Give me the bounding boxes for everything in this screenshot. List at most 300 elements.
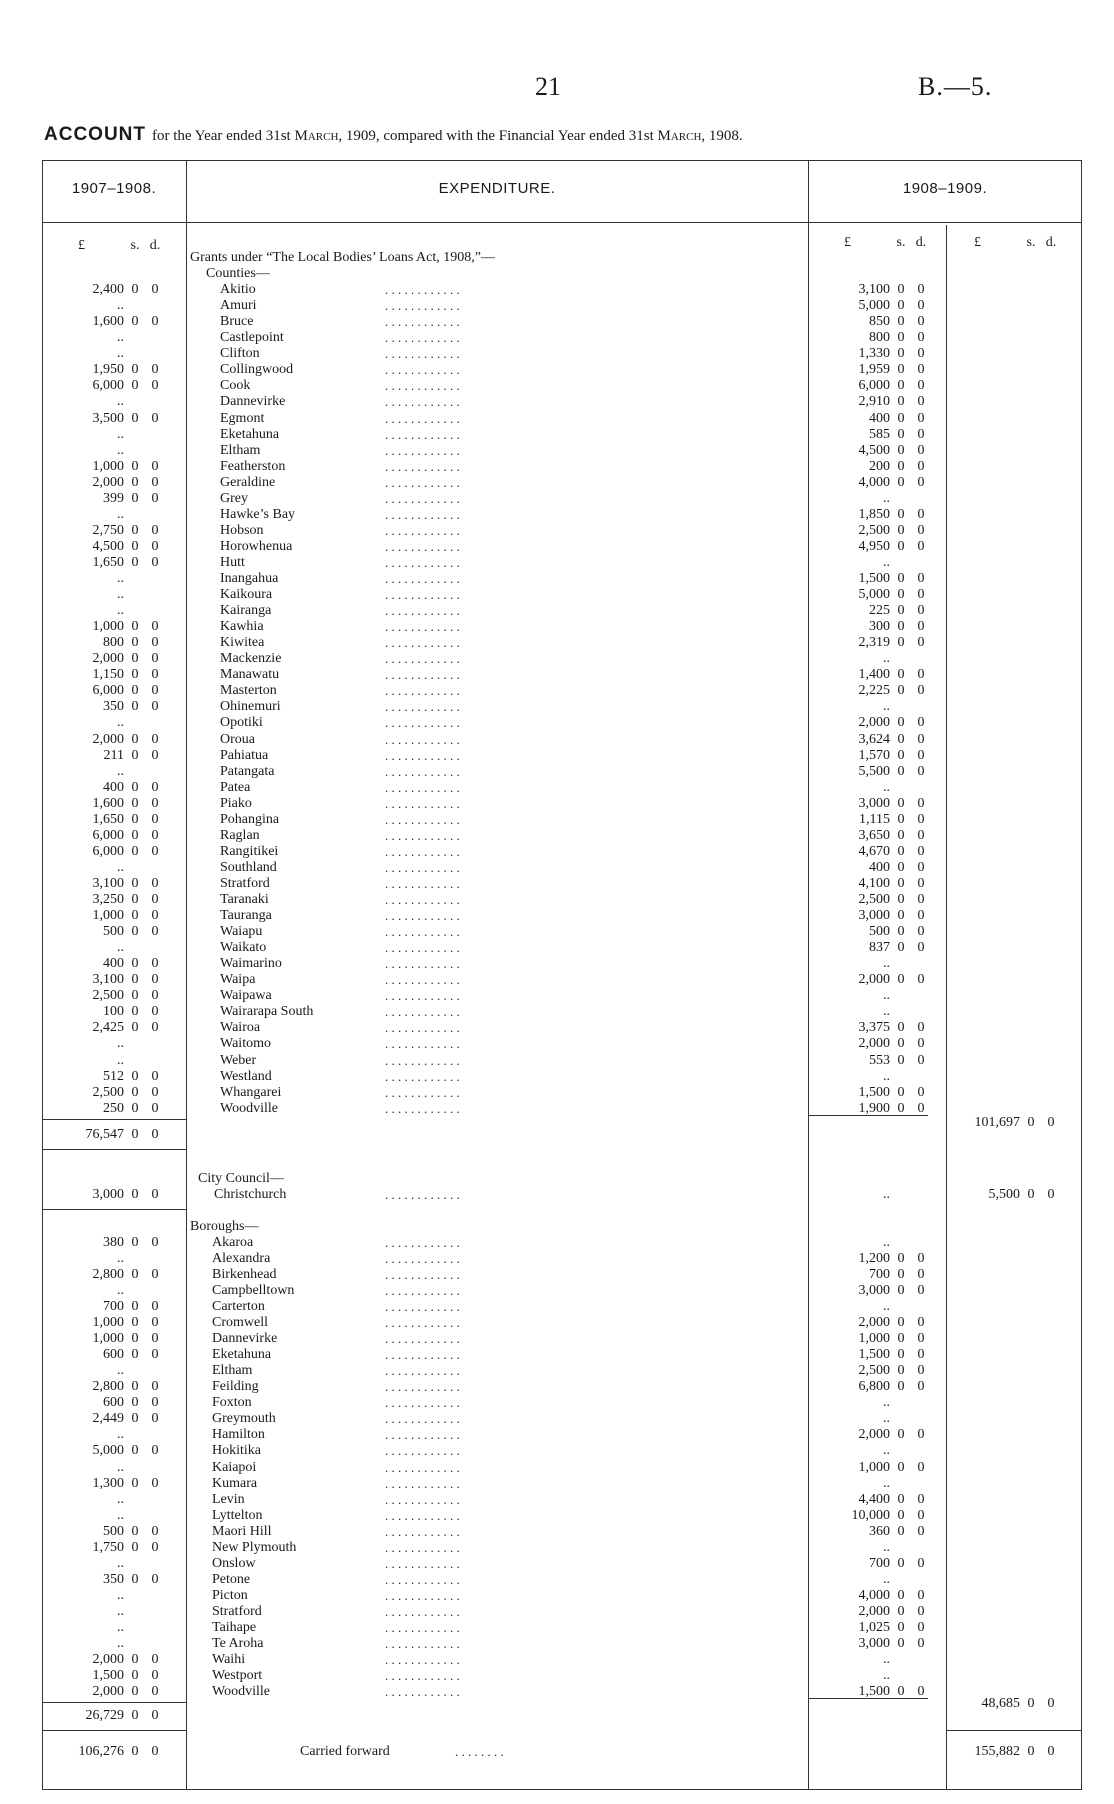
- county-prev-pounds: 399: [103, 490, 124, 506]
- leader-dots: . . . . . . . . . . . .: [385, 635, 460, 651]
- county-cur-shillings: 0: [897, 362, 905, 378]
- county-cur-pence: 0: [917, 795, 925, 811]
- county-cur-pounds: 2,000: [858, 972, 890, 988]
- borough-cur-shillings: 0: [897, 1347, 905, 1363]
- county-cur: [828, 298, 930, 314]
- borough-cur-shillings: 0: [897, 1587, 905, 1603]
- borough-prev-pence: 0: [151, 1684, 159, 1700]
- leader-dots: . . . . . . . . . . . .: [385, 892, 460, 907]
- county-prev-pounds: 1,650: [92, 554, 124, 570]
- county-prev-pounds: 1,600: [92, 795, 124, 811]
- borough-cur: [828, 1299, 890, 1315]
- borough-cur-shillings: 0: [897, 1684, 905, 1700]
- county-prev-pence: 0: [151, 1100, 159, 1116]
- county-cur-pounds: 1,850: [858, 506, 890, 522]
- borough-prev-pence: 0: [151, 1411, 159, 1427]
- county-prev-pence: 0: [151, 1084, 159, 1100]
- borough-prev-shillings: 0: [131, 1331, 139, 1347]
- county-cur-shillings: 0: [897, 667, 905, 683]
- city-prev-shillings: 0: [131, 1186, 139, 1202]
- borough-cur-pounds: ..: [883, 1443, 890, 1459]
- borough-prev-pounds: 600: [103, 1395, 124, 1411]
- county-name: Featherston: [220, 458, 286, 474]
- borough-cur-pounds: 2,000: [858, 1603, 890, 1619]
- borough-cur: [828, 1508, 930, 1524]
- county-cur-shillings: 0: [897, 683, 905, 699]
- borough-cur-pounds: ..: [883, 1668, 890, 1684]
- leader-dots: . . . . . . . . . . . .: [385, 1004, 460, 1020]
- borough-cur: [828, 1411, 890, 1427]
- county-prev: [62, 603, 124, 619]
- county-prev-pounds: 800: [103, 635, 124, 651]
- county-prev-pounds: 2,000: [92, 474, 124, 490]
- county-prev-pounds: 3,100: [92, 875, 124, 891]
- city-cur-pounds: ..: [883, 1186, 890, 1202]
- leader-dots: . . . . . . . . . . . .: [385, 490, 460, 506]
- county-cur-pounds: ..: [883, 779, 890, 795]
- borough-cur-pounds: 1,025: [858, 1620, 890, 1635]
- county-cur: [828, 571, 930, 587]
- county-prev-pence: 0: [151, 779, 159, 795]
- county-prev: [62, 796, 164, 812]
- county-cur: [828, 587, 930, 603]
- borough-prev-pounds: ..: [117, 1587, 124, 1603]
- county-prev: [62, 1004, 164, 1020]
- counties-total-cur-shillings: 0: [1027, 1114, 1035, 1130]
- borough-cur-shillings: 0: [897, 1250, 905, 1266]
- county-prev-pounds: ..: [117, 603, 124, 619]
- leader-dots: . . . . . . . . . . . .: [385, 1100, 460, 1116]
- county-prev-pence: 0: [151, 282, 159, 298]
- leader-dots: . . . . . . . . . . . .: [385, 1636, 460, 1652]
- county-cur-shillings: 0: [897, 538, 905, 554]
- county-prev-shillings: 0: [131, 924, 139, 940]
- borough-cur-pence: 0: [917, 1523, 925, 1539]
- leader-dots: . . . . . . . . . . . .: [385, 1684, 460, 1700]
- county-cur-pence: 0: [917, 362, 925, 378]
- borough-cur-shillings: 0: [897, 1315, 905, 1331]
- borough-cur-pence: 0: [917, 1491, 925, 1507]
- county-prev-shillings: 0: [131, 843, 139, 859]
- county-prev-pounds: 6,000: [92, 378, 124, 394]
- leader-dots: . . . . . . . . . . . .: [385, 859, 460, 875]
- county-prev-pence: 0: [151, 924, 159, 940]
- subtotal-rule: [42, 1119, 186, 1120]
- county-prev-pence: 0: [151, 635, 159, 651]
- county-prev-pence: 0: [151, 956, 159, 972]
- city-prev-pounds: 3,000: [92, 1186, 124, 1202]
- borough-cur-pounds: 2,500: [858, 1363, 890, 1379]
- borough-cur: [828, 1540, 890, 1556]
- county-prev-pence: 0: [151, 1068, 159, 1084]
- leader-dots: . . . . . . . . . . . .: [385, 1315, 460, 1331]
- county-name: Kiwitea: [220, 635, 265, 651]
- county-prev-pounds: 1,000: [92, 619, 124, 635]
- borough-cur-pounds: ..: [883, 1571, 890, 1587]
- county-prev: [62, 362, 164, 378]
- borough-cur-pence: 0: [917, 1250, 925, 1266]
- county-prev: [62, 555, 164, 571]
- county-cur-pounds: ..: [883, 490, 890, 506]
- borough-cur-pounds: 6,800: [858, 1379, 890, 1395]
- borough-cur-pence: 0: [917, 1684, 925, 1700]
- county-cur: [828, 427, 930, 443]
- county-prev-pounds: 2,000: [92, 651, 124, 667]
- borough-cur: [828, 1379, 930, 1395]
- county-prev-pounds: 4,500: [92, 538, 124, 554]
- county-prev-shillings: 0: [131, 908, 139, 924]
- carried-forward-cur-pounds: 155,882: [974, 1744, 1020, 1760]
- county-name: Patangata: [220, 763, 275, 779]
- borough-prev-pence: 0: [151, 1571, 159, 1587]
- leader-dots: . . . . . . . . . . . .: [385, 506, 460, 522]
- county-cur-shillings: 0: [897, 795, 905, 811]
- borough-name: Petone: [212, 1571, 251, 1587]
- borough-prev-pounds: ..: [117, 1507, 124, 1523]
- county-cur: [828, 1069, 890, 1085]
- county-cur-shillings: 0: [897, 298, 905, 314]
- borough-cur-pounds: ..: [883, 1475, 890, 1491]
- county-prev-pence: 0: [151, 667, 159, 683]
- county-name: Ohinemuri: [220, 699, 281, 715]
- county-cur: [828, 635, 930, 651]
- county-prev-pence: 0: [151, 892, 159, 907]
- county-cur-pence: 0: [917, 1052, 925, 1068]
- county-prev: [62, 828, 164, 844]
- county-name: Akitio: [220, 282, 256, 298]
- county-name: Rangitikei: [220, 843, 279, 859]
- leader-dots: . . . . . . . . . . . .: [385, 972, 460, 988]
- borough-cur-shillings: 0: [897, 1363, 905, 1379]
- header-1907-1908: 1907–1908.: [71, 180, 157, 197]
- leader-dots: . . . . . . . . . . . .: [385, 1603, 460, 1619]
- leader-dots: . . . . . . . . . . . .: [385, 1299, 460, 1314]
- leader-dots: . . . . . . . . . . . .: [385, 1459, 460, 1475]
- header-expenditure: EXPENDITURE.: [438, 180, 556, 197]
- borough-prev: [62, 1363, 124, 1379]
- carried-forward-cur: [958, 1744, 1060, 1760]
- county-cur-pounds: ..: [883, 1004, 890, 1020]
- leader-dots: . . . . . . . . . . . .: [385, 571, 460, 586]
- title-part-3: , 1908.: [701, 128, 743, 144]
- county-prev-pounds: ..: [117, 571, 124, 586]
- county-prev-pounds: ..: [117, 940, 124, 956]
- section-rule: [946, 1730, 1082, 1731]
- county-prev-shillings: 0: [131, 827, 139, 843]
- borough-prev: [62, 1604, 124, 1620]
- borough-cur-shillings: 0: [897, 1620, 905, 1635]
- county-cur-shillings: 0: [897, 635, 905, 651]
- county-prev-pounds: 1,150: [92, 667, 124, 683]
- borough-cur-pounds: ..: [883, 1234, 890, 1250]
- leader-dots: . . . . . . . . . . . .: [385, 1491, 460, 1507]
- county-cur-pounds: 4,000: [858, 474, 890, 490]
- borough-name: Dannevirke: [212, 1331, 278, 1347]
- borough-cur: [828, 1363, 930, 1379]
- borough-name: Eketahuna: [212, 1347, 272, 1363]
- boroughs-total-cur-pounds: 48,685: [981, 1696, 1020, 1712]
- borough-cur: [828, 1524, 930, 1540]
- county-name: Amuri: [220, 298, 257, 314]
- leader-dots: . . . . . . . . . . . .: [385, 1379, 460, 1395]
- borough-cur-pence: 0: [917, 1603, 925, 1619]
- county-cur: [828, 796, 930, 812]
- county-prev: [62, 539, 164, 555]
- county-name: Wairoa: [220, 1020, 261, 1036]
- borough-prev-pounds: 2,449: [92, 1411, 124, 1427]
- county-cur: [828, 860, 930, 876]
- county-cur-shillings: 0: [897, 1100, 905, 1116]
- borough-prev: [62, 1524, 164, 1540]
- county-name: Waikato: [220, 940, 267, 956]
- borough-prev: [62, 1331, 164, 1347]
- county-name: Waiapu: [220, 924, 263, 940]
- county-prev-shillings: 0: [131, 972, 139, 988]
- county-prev-shillings: 0: [131, 956, 139, 972]
- county-cur-shillings: 0: [897, 843, 905, 859]
- borough-prev-pounds: ..: [117, 1491, 124, 1507]
- borough-cur-pounds: 1,000: [858, 1459, 890, 1475]
- city-name: Christchurch: [214, 1186, 287, 1202]
- county-name: Bruce: [220, 314, 254, 330]
- county-cur: [828, 748, 930, 764]
- county-prev: [62, 587, 124, 603]
- county-prev-shillings: 0: [131, 875, 139, 891]
- county-prev: [62, 988, 164, 1004]
- county-name: Whangarei: [220, 1084, 282, 1100]
- borough-prev: [62, 1668, 164, 1684]
- county-prev-pounds: ..: [117, 346, 124, 362]
- county-name: Egmont: [220, 410, 265, 426]
- county-prev-shillings: 0: [131, 667, 139, 683]
- borough-name: Feilding: [212, 1379, 259, 1395]
- county-cur-shillings: 0: [897, 394, 905, 410]
- county-cur-pounds: 1,500: [858, 1084, 890, 1100]
- leader-dots: . . . . . . . . . . . .: [385, 1587, 460, 1603]
- borough-name: Birkenhead: [212, 1266, 277, 1282]
- leader-dots: . . . . . . . . . . . .: [385, 779, 460, 795]
- boroughs-total-cur: [958, 1696, 1060, 1712]
- county-prev-pounds: 350: [103, 699, 124, 715]
- county-cur: [828, 699, 890, 715]
- leader-dots: . . . . . . . . . . . .: [385, 811, 460, 827]
- borough-prev-pounds: 2,800: [92, 1266, 124, 1282]
- county-prev: [62, 1101, 164, 1117]
- city-total-pence: 0: [1047, 1186, 1055, 1202]
- county-cur-pounds: 4,670: [858, 843, 890, 859]
- leader-dots: . . . . . . . . . . . .: [385, 1395, 460, 1411]
- county-prev: [62, 346, 124, 362]
- leader-dots: . . . . . . . . . . . .: [385, 298, 460, 314]
- county-cur-pounds: 800: [869, 330, 890, 346]
- borough-prev-pounds: 500: [103, 1523, 124, 1539]
- borough-prev-pounds: 1,000: [92, 1331, 124, 1347]
- leader-dots: . . . . . . . . . . . .: [385, 1668, 460, 1684]
- county-cur-pence: 0: [917, 442, 925, 458]
- borough-cur-pounds: 360: [869, 1523, 890, 1539]
- county-cur-shillings: 0: [897, 859, 905, 875]
- county-prev: [62, 491, 164, 507]
- borough-prev-pence: 0: [151, 1652, 159, 1668]
- county-cur-pounds: 3,650: [858, 827, 890, 843]
- borough-prev-pounds: 700: [103, 1299, 124, 1314]
- county-cur-pounds: 5,500: [858, 763, 890, 779]
- county-prev: [62, 956, 164, 972]
- county-cur-pence: 0: [917, 298, 925, 314]
- borough-cur-shillings: 0: [897, 1555, 905, 1571]
- column-rule: [946, 225, 947, 1790]
- borough-cur-pence: 0: [917, 1555, 925, 1571]
- borough-prev-pounds: 2,000: [92, 1684, 124, 1700]
- borough-prev-shillings: 0: [131, 1539, 139, 1555]
- borough-prev: [62, 1267, 164, 1283]
- county-name: Westland: [220, 1068, 272, 1084]
- borough-cur: [828, 1668, 890, 1684]
- borough-prev-pounds: ..: [117, 1363, 124, 1379]
- county-cur-shillings: 0: [897, 410, 905, 426]
- leader-dots: . . . . . . . . . . . .: [385, 1068, 460, 1084]
- county-prev: [62, 764, 124, 780]
- county-prev-pounds: 3,100: [92, 972, 124, 988]
- leader-dots: . . . . . . . . . . . .: [385, 1266, 460, 1282]
- county-cur-pence: 0: [917, 394, 925, 410]
- county-name: Opotiki: [220, 715, 263, 731]
- county-prev: [62, 619, 164, 635]
- counties-total-cur-pence: 0: [1047, 1114, 1055, 1130]
- county-name: Pohangina: [220, 811, 280, 827]
- leader-dots: . . . . . . . . . . . .: [385, 458, 460, 474]
- borough-prev-shillings: 0: [131, 1652, 139, 1668]
- county-name: Geraldine: [220, 474, 276, 490]
- county-prev-shillings: 0: [131, 747, 139, 763]
- borough-prev: [62, 1652, 164, 1668]
- borough-prev-pence: 0: [151, 1266, 159, 1282]
- county-prev: [62, 908, 164, 924]
- county-cur-pence: 0: [917, 282, 925, 298]
- county-prev-pence: 0: [151, 1020, 159, 1036]
- title-account: ACCOUNT: [44, 124, 146, 145]
- header-1908-1909: 1908–1909.: [902, 180, 988, 197]
- county-prev-pounds: 2,000: [92, 731, 124, 747]
- county-cur-pence: 0: [917, 731, 925, 747]
- county-cur-pounds: 3,375: [858, 1020, 890, 1036]
- county-prev-pounds: ..: [117, 442, 124, 458]
- county-prev: [62, 298, 124, 314]
- leader-dots: . . . . . . . . . . . .: [385, 763, 460, 779]
- counties-total-prev-shillings: 0: [131, 1126, 139, 1142]
- county-prev-pence: 0: [151, 474, 159, 490]
- borough-cur-pence: 0: [917, 1347, 925, 1363]
- county-cur: [828, 876, 930, 892]
- currency-head-prev: [62, 238, 164, 254]
- county-cur-pounds: 2,319: [858, 635, 890, 651]
- borough-prev-shillings: 0: [131, 1668, 139, 1684]
- county-cur-pounds: 3,000: [858, 908, 890, 924]
- county-prev-pounds: ..: [117, 330, 124, 346]
- county-cur-pounds: ..: [883, 988, 890, 1004]
- county-prev-pence: 0: [151, 458, 159, 474]
- borough-cur-shillings: 0: [897, 1491, 905, 1507]
- county-prev: [62, 667, 164, 683]
- leader-dots: . . . . . . . . . . . .: [385, 699, 460, 715]
- county-cur-pounds: ..: [883, 554, 890, 570]
- borough-name: Lyttelton: [212, 1507, 263, 1523]
- leader-dots: . . . . . . . . . . . .: [385, 956, 460, 972]
- borough-name: Onslow: [212, 1555, 256, 1571]
- subtotal-rule: [42, 1702, 186, 1703]
- county-cur: [828, 314, 930, 330]
- county-prev: [62, 715, 124, 731]
- borough-cur: [828, 1620, 930, 1636]
- borough-prev-pounds: ..: [117, 1620, 124, 1635]
- borough-name: Kaiapoi: [212, 1459, 257, 1475]
- county-name: Woodville: [220, 1100, 278, 1116]
- borough-prev-pence: 0: [151, 1539, 159, 1555]
- borough-cur: [828, 1588, 930, 1604]
- county-name: Pahiatua: [220, 747, 269, 763]
- county-cur-shillings: 0: [897, 522, 905, 538]
- leader-dots: . . . . . . . . . . . .: [385, 1084, 460, 1100]
- county-cur-shillings: 0: [897, 875, 905, 891]
- county-cur: [828, 539, 930, 555]
- borough-prev: [62, 1283, 124, 1299]
- county-cur: [828, 988, 890, 1004]
- borough-cur: [828, 1395, 890, 1411]
- carried-forward-label: Carried forward: [300, 1744, 390, 1760]
- county-cur: [828, 1004, 890, 1020]
- borough-cur: [828, 1492, 930, 1508]
- borough-cur-pounds: 3,000: [858, 1282, 890, 1298]
- county-prev-pence: 0: [151, 538, 159, 554]
- county-cur-pounds: 1,115: [859, 811, 890, 827]
- county-cur-shillings: 0: [897, 908, 905, 924]
- county-name: Cook: [220, 378, 251, 394]
- county-cur-pence: 0: [917, 474, 925, 490]
- borough-prev: [62, 1572, 164, 1588]
- borough-prev-pence: 0: [151, 1475, 159, 1491]
- borough-prev-shillings: 0: [131, 1411, 139, 1427]
- currency-head-prev-d: d.: [149, 238, 161, 253]
- borough-prev-shillings: 0: [131, 1395, 139, 1411]
- county-prev-pounds: 1,600: [92, 314, 124, 330]
- county-cur: [828, 732, 930, 748]
- borough-name: Foxton: [212, 1395, 252, 1411]
- county-prev: [62, 748, 164, 764]
- leader-dots: . . . . . . . . . . . .: [385, 1475, 460, 1491]
- county-cur-shillings: 0: [897, 346, 905, 362]
- counties-heading: Counties—: [206, 266, 270, 282]
- county-prev: [62, 571, 124, 587]
- borough-cur: [828, 1460, 930, 1476]
- county-cur-shillings: 0: [897, 378, 905, 394]
- borough-prev: [62, 1395, 164, 1411]
- document-reference: B.—5.: [918, 72, 993, 101]
- county-cur-pounds: 1,959: [858, 362, 890, 378]
- borough-cur: [828, 1331, 930, 1347]
- county-cur-pounds: 2,500: [858, 892, 890, 907]
- county-prev-shillings: 0: [131, 458, 139, 474]
- county-cur-pence: 0: [917, 426, 925, 442]
- county-name: Masterton: [220, 683, 277, 699]
- borough-cur-pence: 0: [917, 1427, 925, 1443]
- city-total-pounds: 5,500: [988, 1186, 1020, 1202]
- leader-dots: . . . . . . . . . . . .: [385, 1186, 460, 1202]
- borough-cur-pounds: 10,000: [851, 1507, 890, 1523]
- leader-dots: . . . . . . . . . . . .: [385, 378, 460, 394]
- borough-cur-pounds: ..: [883, 1539, 890, 1555]
- borough-cur-pounds: 700: [869, 1555, 890, 1571]
- borough-cur-pounds: 4,000: [858, 1587, 890, 1603]
